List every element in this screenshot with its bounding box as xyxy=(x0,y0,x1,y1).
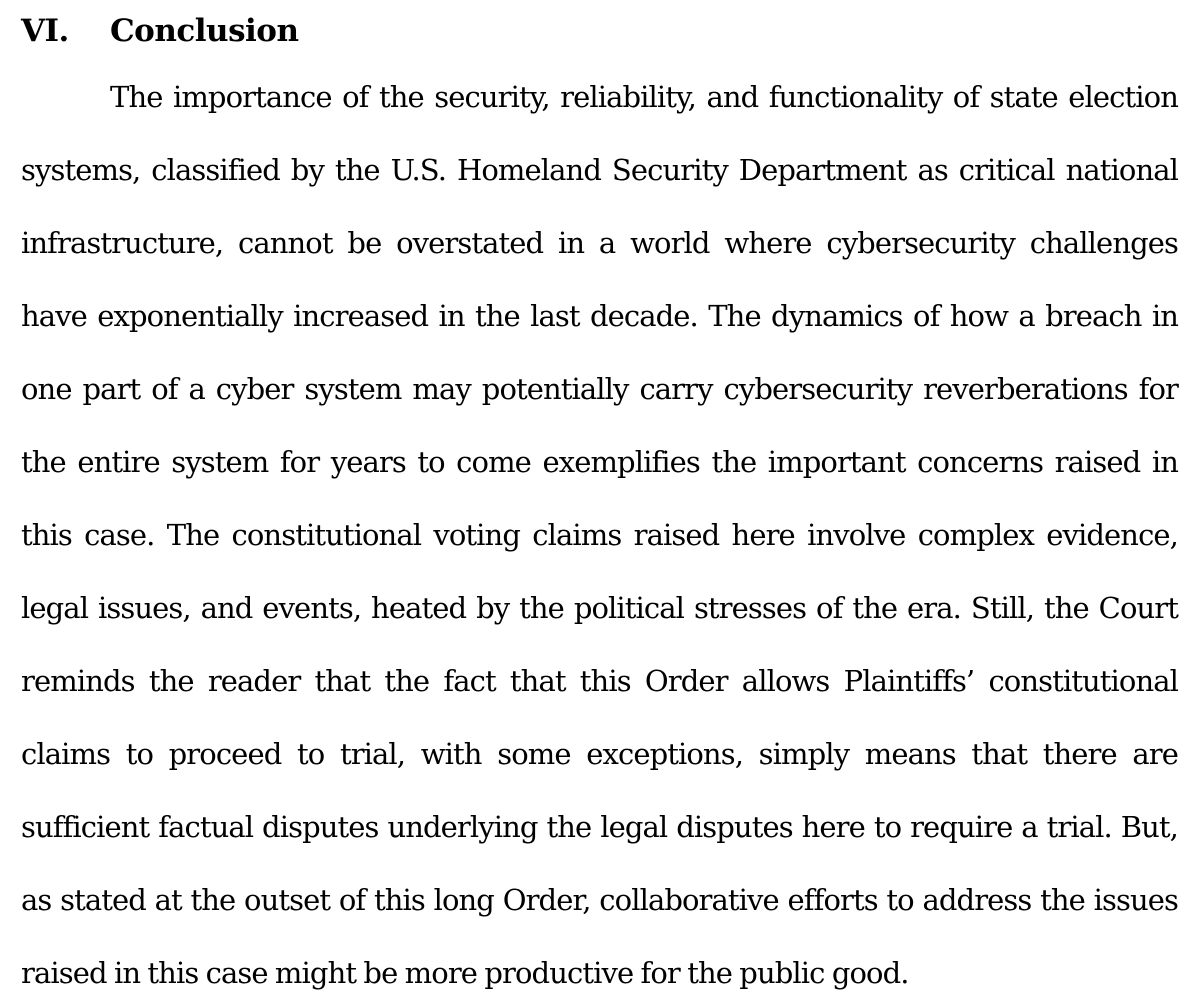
paragraph-line: raised in this case might be more productive for the public good. xyxy=(21,956,909,990)
paragraph-line: sufficient factual disputes underlying the legal disputes here to require a trial. But, xyxy=(21,810,1178,844)
paragraph-line: legal issues, and events, heated by the political stresses of the era. Still, the Court xyxy=(21,591,1178,625)
paragraph-line: systems, classified by the U.S. Homeland Security Department as critical national xyxy=(21,153,1178,187)
paragraph-line: have exponentially increased in the last decade. The dynamics of how a breach in xyxy=(21,299,1178,333)
section-title: Conclusion xyxy=(110,13,299,49)
section-number: VI. xyxy=(21,13,69,49)
paragraph-line: the entire system for years to come exemplifies the important concerns raised in xyxy=(21,445,1178,479)
paragraph-line: reminds the reader that the fact that this Order allows Plaintiffs’ constitutional xyxy=(21,664,1178,698)
paragraph-line: The importance of the security, reliability, and functionality of state election xyxy=(110,80,1178,114)
section-heading xyxy=(21,8,299,54)
paragraph-line: as stated at the outset of this long Order, collaborative efforts to address the issues xyxy=(21,883,1178,917)
paragraph-line: one part of a cyber system may potentially carry cybersecurity reverberations for xyxy=(21,372,1178,406)
paragraph-line: claims to proceed to trial, with some exceptions, simply means that there are xyxy=(21,737,1178,771)
paragraph-line: this case. The constitutional voting claims raised here involve complex evidence, xyxy=(21,518,1178,552)
paragraph-line: infrastructure, cannot be overstated in a world where cybersecurity challenges xyxy=(21,226,1178,260)
